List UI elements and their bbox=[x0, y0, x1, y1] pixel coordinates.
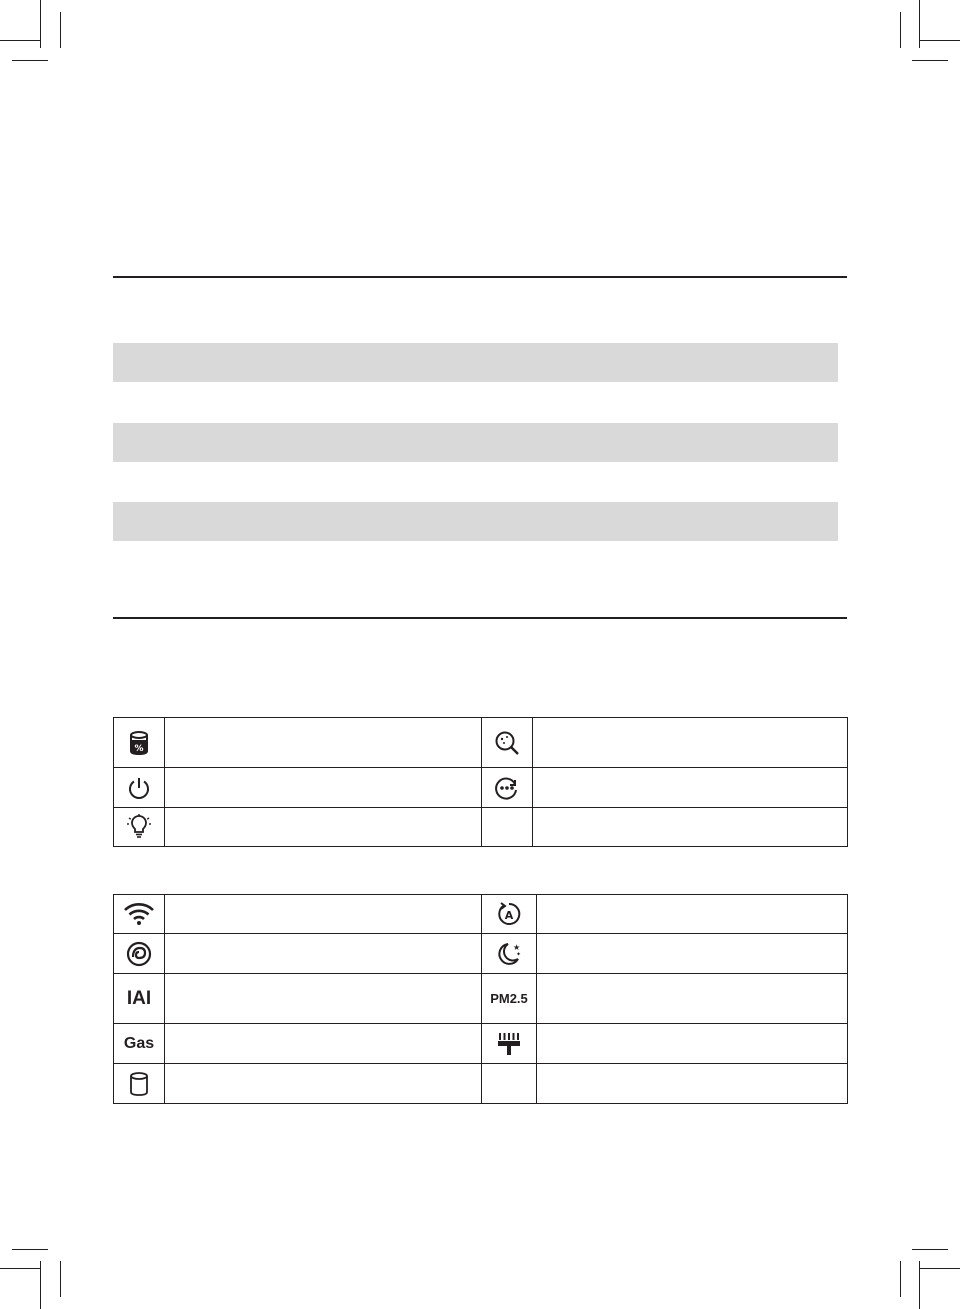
table-cell-text bbox=[537, 1024, 848, 1064]
display-icon-table bbox=[113, 894, 848, 1104]
iai-label: IAI bbox=[126, 987, 152, 1009]
table-row bbox=[114, 768, 848, 808]
crop-mark-tl-v2 bbox=[60, 12, 61, 48]
table-row bbox=[114, 1024, 848, 1064]
magnifier-scan-icon bbox=[482, 718, 533, 768]
table-cell-text bbox=[165, 718, 482, 768]
cycle-dots-icon bbox=[482, 768, 533, 808]
table-row bbox=[114, 718, 848, 768]
table-cell-text bbox=[165, 895, 482, 934]
table-cell-text bbox=[165, 808, 482, 847]
crop-mark-tr-h2 bbox=[912, 60, 948, 61]
svg-text:%: % bbox=[134, 743, 144, 754]
crop-mark-tr-v2 bbox=[900, 12, 901, 48]
wifi-icon bbox=[114, 895, 165, 934]
table-cell-empty bbox=[482, 808, 533, 847]
filter-alert-icon bbox=[114, 718, 165, 768]
gas-text-icon bbox=[114, 1024, 165, 1064]
table-row bbox=[114, 974, 848, 1024]
svg-text:✦: ✦ bbox=[516, 950, 522, 958]
crop-mark-bl-h2 bbox=[12, 1249, 48, 1250]
crop-mark-tl-v1 bbox=[40, 0, 41, 48]
crop-mark-tl-h1 bbox=[0, 40, 40, 41]
gas-label: Gas bbox=[123, 1034, 155, 1052]
light-bulb-icon bbox=[114, 808, 165, 847]
crop-mark-br-v2 bbox=[900, 1261, 901, 1297]
iai-text-icon bbox=[114, 974, 165, 1024]
table-cell-text bbox=[537, 934, 848, 974]
table-row bbox=[114, 895, 848, 934]
table-cell-text bbox=[533, 808, 848, 847]
shaded-band-1 bbox=[113, 343, 838, 382]
table-cell-text bbox=[165, 1024, 482, 1064]
auto-mode-icon bbox=[482, 895, 537, 934]
shaded-band-2 bbox=[113, 423, 838, 462]
sleep-moon-icon bbox=[482, 934, 537, 974]
power-icon bbox=[114, 768, 165, 808]
comb-brush-icon bbox=[482, 1024, 537, 1064]
svg-text:A: A bbox=[504, 909, 514, 922]
shaded-band-3 bbox=[113, 502, 838, 541]
pm25-label: PM2.5 bbox=[490, 990, 528, 1006]
section-rule-top bbox=[113, 276, 847, 278]
table-row bbox=[114, 934, 848, 974]
crop-mark-br-h1 bbox=[920, 1268, 960, 1269]
table-cell-text bbox=[165, 974, 482, 1024]
table-cell-text bbox=[537, 1064, 848, 1104]
table-cell-text bbox=[537, 974, 848, 1024]
table-cell-text bbox=[165, 768, 482, 808]
crop-mark-tl-h2 bbox=[12, 60, 48, 61]
table-cell-empty bbox=[482, 1064, 537, 1104]
crop-mark-bl-h1 bbox=[0, 1268, 40, 1269]
crop-mark-bl-v1 bbox=[40, 1261, 41, 1309]
control-panel-icon-table bbox=[113, 717, 848, 847]
table-cell-text bbox=[165, 1064, 482, 1104]
table-cell-text bbox=[537, 895, 848, 934]
table-cell-text bbox=[533, 718, 848, 768]
table-cell-text bbox=[165, 934, 482, 974]
cylinder-filter-icon bbox=[114, 1064, 165, 1104]
table-row bbox=[114, 1064, 848, 1104]
crop-mark-br-h2 bbox=[912, 1249, 948, 1250]
table-row bbox=[114, 808, 848, 847]
svg-text:★: ★ bbox=[513, 942, 521, 952]
section-rule-middle bbox=[113, 617, 847, 619]
crop-mark-bl-v2 bbox=[60, 1261, 61, 1297]
pm25-text-icon bbox=[482, 974, 537, 1024]
crop-mark-tr-h1 bbox=[920, 40, 960, 41]
swirl-fan-icon bbox=[114, 934, 165, 974]
table-cell-text bbox=[533, 768, 848, 808]
